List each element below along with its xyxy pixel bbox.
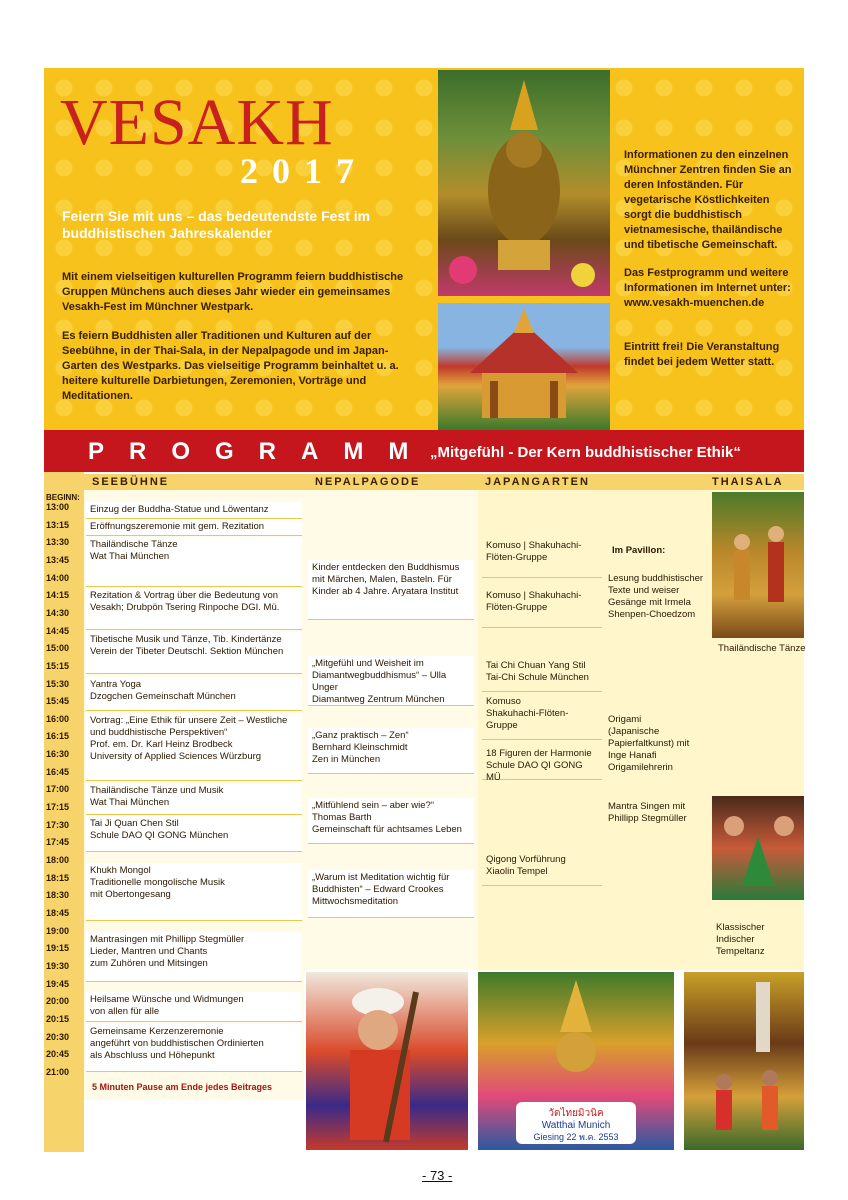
column-japangarten: JAPANGARTEN: [485, 476, 590, 488]
time-slot: 16:00: [46, 713, 70, 724]
pavillon-heading: Im Pavillon:: [612, 545, 666, 556]
indian-dance-photo: [712, 796, 804, 900]
seebuehne-item: Tai Ji Quan Chen Stil Schule DAO QI GONG München: [86, 816, 302, 852]
seebuehne-item: Mantrasingen mit Phillipp Stegmüller Lieder, Mantren und Chants zum Zuhören und Mitsingen: [86, 932, 302, 982]
seebuehne-item: Thailändische Tänze und Musik Wat Thai München: [86, 783, 302, 815]
seebuehne-item: Gemeinsame Kerzenzeremonie angeführt von buddhistischen Ordinierten als Abschluss und Höhepunkt: [86, 1024, 302, 1072]
tagline: Feiern Sie mit uns – das bedeutendste Fest im buddhistischen Jahreskalender: [62, 208, 371, 241]
time-slot: 20:15: [46, 1013, 70, 1024]
seebuehne-item: Vortrag: „Eine Ethik für unsere Zeit – Westliche und buddhistische Perspektiven“ Prof. em. Dr. Karl Heinz Brodbeck University of Applied Sciences Würzburg: [86, 713, 302, 781]
thai-dance-photo: [712, 492, 804, 638]
buddha-statue-photo: [438, 70, 610, 296]
japangarten-item: Komuso Shakuhachi-Flöten-Gruppe: [482, 694, 602, 740]
time-slot: 18:00: [46, 855, 70, 865]
pavillon-item: Mantra Singen mit Phillipp Stegmüller: [608, 801, 687, 824]
thaisala-item: Klassischer Indischer Tempeltanz: [716, 922, 765, 957]
japangarten-item: 18 Figuren der Harmonie Schule DAO QI GONG MÜ: [482, 746, 602, 780]
info-paragraph-3: Eintritt frei! Die Veranstaltung findet bei jedem Wetter statt.: [624, 341, 780, 368]
intro-paragraph-2: Es feiern Buddhisten aller Traditionen und Kulturen auf der Seebühne, in der Thai-Sala, in der Nepalpagode und im Japan-Garten des Westparks. Das vielseitige Programm beinhaltet u. a. heitere kulturelle Darbietungen, Zeremonien, Vorträge und Meditationen.: [62, 330, 399, 402]
info-paragraph-1: Informationen zu den einzelnen Münchner Zentren finden Sie an deren Infoständen. Für vegetarische Köstlichkeiten sorgt die buddhistisch vietnamesische, thailändische und tibetische Gemeinschaft.: [624, 149, 792, 251]
seebuehne-item: Tibetische Musik und Tänze, Tib. Kindertänze Verein der Tibeter Deutschl. Sektion München: [86, 632, 302, 674]
seebuehne-item: Einzug der Buddha-Statue und Löwentanz: [86, 502, 302, 519]
time-slot: 15:15: [46, 660, 70, 671]
seebuehne-item: Khukh Mongol Traditionelle mongolische Musik mit Obertongesang: [86, 863, 302, 921]
time-slot: 17:00: [46, 784, 70, 795]
time-slot: 17:45: [46, 837, 70, 848]
japangarten-item: Qigong Vorführung Xiaolin Tempel: [482, 852, 602, 886]
time-slot: 14:45: [46, 625, 70, 636]
time-slot: 15:45: [46, 696, 70, 707]
time-slot: 20:30: [46, 1031, 70, 1042]
time-slot: 16:15: [46, 731, 70, 742]
banner-text: วัดไทยมิวนิค: [548, 1108, 604, 1119]
seebuehne-item: Heilsame Wünsche und Widmungen von allen für alle: [86, 992, 302, 1022]
time-slot: 21:00: [46, 1066, 70, 1077]
time-slot: 17:15: [46, 802, 70, 813]
begin-label: BEGINN:: [46, 493, 80, 502]
time-slot: 14:30: [46, 607, 70, 618]
nepalpagode-item: Kinder entdecken den Buddhismus mit Märchen, Malen, Basteln. Für Kinder ab 4 Jahre. Aryatara Institut: [308, 560, 474, 620]
buddha-statue-illustration: [438, 70, 610, 296]
event-year: 2017: [240, 151, 368, 191]
seebuehne-item: Yantra Yoga Dzogchen Gemeinschaft München: [86, 677, 302, 711]
time-slot: 20:45: [46, 1049, 70, 1060]
time-slot: 15:00: [46, 643, 70, 654]
time-slot: 19:15: [46, 943, 70, 954]
time-slot: 17:30: [46, 819, 70, 830]
japangarten-item: Komuso | Shakuhachi-Flöten-Gruppe: [482, 538, 602, 578]
time-slot: 19:45: [46, 978, 70, 989]
time-slot: 18:30: [46, 890, 70, 901]
time-slot: 16:45: [46, 766, 70, 777]
info-paragraph-2: Das Festprogramm und weitere Informationen im Internet unter: www.vesakh-muenchen.de: [624, 267, 791, 309]
time-slot: 13:00: [46, 502, 70, 512]
thai-sala-photo: [438, 303, 610, 430]
column-nepalpagode: NEPALPAGODE: [315, 476, 421, 488]
seebuehne-item: Rezitation & Vortrag über die Bedeutung von Vesakh; Drubpön Tsering Rinpoche DGI. Mü.: [86, 588, 302, 630]
shrine-illustration: [478, 972, 674, 1150]
time-slot: 15:30: [46, 678, 70, 689]
program-theme: „Mitgefühl - Der Kern buddhistischer Ethik“: [430, 444, 741, 461]
column-thaisala: THAISALA: [712, 476, 784, 488]
japangarten-item: Tai Chi Chuan Yang Stil Tai-Chi Schule München: [482, 658, 602, 692]
pause-note: 5 Minuten Pause am Ende jedes Beitrages: [92, 1082, 273, 1092]
nepalpagode-item: „Mitgefühl und Weisheit im Diamantwegbuddhismus“ – Ulla Unger Diamantweg Zentrum München: [308, 656, 474, 706]
singer-illustration: [306, 972, 468, 1150]
time-slot: 14:00: [46, 572, 70, 583]
pavillon-item: Lesung buddhistischer Texte und weiser Gesänge mit Irmela Shenpen-Choedzom: [608, 573, 704, 620]
time-slot: 19:30: [46, 960, 70, 971]
indian-temple-dance-photo: [684, 972, 804, 1150]
event-title: VESAKH: [60, 86, 334, 159]
banner-text: Giesing 22 พ.ค. 2553: [533, 1132, 619, 1142]
time-slot: 16:30: [46, 749, 70, 760]
time-slot: 13:15: [46, 519, 70, 530]
dancers-flowers-illustration: [712, 796, 804, 900]
time-slot: 18:15: [46, 872, 70, 883]
nepalpagode-item: „Ganz praktisch – Zen“ Bernhard Kleinschmidt Zen in München: [308, 728, 474, 774]
time-slot: 13:30: [46, 537, 70, 548]
flower-shrine-photo: [478, 972, 674, 1150]
page-number: - 73 -: [422, 1168, 453, 1183]
nepalpagode-item: „Warum ist Meditation wichtig für Buddhisten“ – Edward Crookes Mittwochsmeditation: [308, 870, 474, 918]
temple-dancers-illustration: [684, 972, 804, 1150]
time-slot: 14:15: [46, 590, 70, 601]
seebuehne-item: Eröffnungszeremonie mit gem. Rezitation: [86, 519, 302, 536]
japangarten-item: Komuso | Shakuhachi-Flöten-Gruppe: [482, 588, 602, 628]
time-slot: 20:00: [46, 996, 70, 1007]
time-slot: 13:45: [46, 554, 70, 565]
column-seebuehne: SEEBÜHNE: [92, 476, 170, 488]
mongolian-singer-photo: [306, 972, 468, 1150]
thai-sala-illustration: [438, 303, 610, 430]
nepalpagode-item: „Mitfühlend sein – aber wie?“ Thomas Barth Gemeinschaft für achtsames Leben: [308, 798, 474, 844]
pavillon-item: Origami (Japanische Papierfaltkunst) mit Inge Hanafi Origamilehrerin: [608, 714, 690, 773]
time-slot: 19:00: [46, 925, 70, 936]
intro-paragraph-1: Mit einem vielseitigen kulturellen Programm feiern buddhistische Gruppen Münchens auch dieses Jahr wieder ein gemeinsames Vesakh-Fest im Münchner Westpark.: [62, 271, 404, 313]
thai-dancers-illustration: [712, 492, 804, 638]
banner-text: Watthai Munich: [541, 1120, 611, 1131]
program-label: PROGRAMM: [88, 438, 434, 465]
time-slot: 18:45: [46, 907, 70, 918]
seebuehne-item: Thailändische Tänze Wat Thai München: [86, 537, 302, 587]
thaisala-item: Thailändische Tänze: [718, 643, 806, 654]
